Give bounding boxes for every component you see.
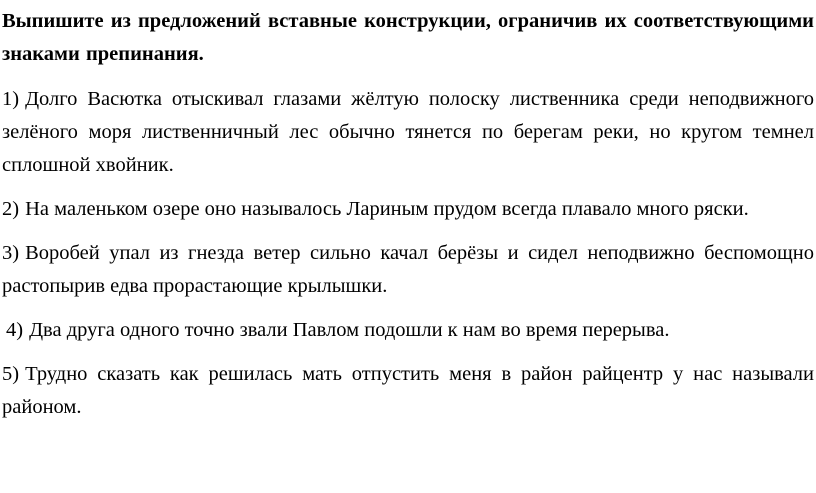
sentence-number: 4) xyxy=(6,319,24,341)
sentence-item-2 xyxy=(2,193,814,226)
sentence-number: 3) xyxy=(2,242,20,264)
sentence-item-4 xyxy=(2,314,814,347)
sentence-item-3 xyxy=(2,237,814,303)
sentence-number: 1) xyxy=(2,88,20,110)
sentence-text: Воробей упал из гнезда ветер сильно качал берёзы и сидел неподвижно беспомощно растопырив едва прорастающие крылышки. xyxy=(2,242,814,297)
sentence-number: 2) xyxy=(2,198,20,220)
task-instruction: Выпишите из предложений вставные конструкции, ограничив их соответствующими знаками препинания. xyxy=(2,10,814,65)
sentence-text: Долго Васютка отыскивал глазами жёлтую полоску лиственника среди неподвижного зелёного моря лиственничный лес обычно тянется по берегам реки, но кругом темнел сплошной хвойник. xyxy=(2,88,814,176)
sentence-text: Два друга одного точно звали Павлом подошли к нам во время перерыва. xyxy=(29,319,670,341)
sentence-text: На маленьком озере оно называлось Лариным прудом всегда плавало много ряски. xyxy=(25,198,749,220)
sentence-text: Трудно сказать как решилась мать отпустить меня в район райцентр у нас называли районом. xyxy=(2,363,814,418)
sentence-number: 5) xyxy=(2,363,20,385)
sentence-item-5 xyxy=(2,358,814,424)
sentence-item-1 xyxy=(2,83,814,182)
